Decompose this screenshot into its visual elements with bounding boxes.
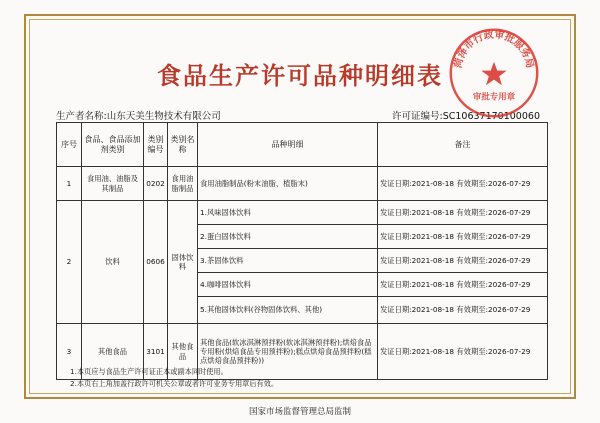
row-cat-no: 0202 <box>144 167 168 201</box>
producer-value: 山东天美生物技术有限公司 <box>106 111 221 122</box>
note-item: 1.本页应与食品生产许可证正本或副本同时使用。 <box>70 367 228 376</box>
table-row <box>57 201 548 225</box>
table-row <box>57 167 548 201</box>
row-category: 饮料 <box>82 201 144 324</box>
row-detail: 4.咖啡固体饮料 <box>198 273 378 297</box>
variety-table <box>56 122 548 380</box>
row-remark: 发证日期:2021-08-18 有效期至:2026-07-29 <box>378 225 548 249</box>
row-remark: 发证日期:2021-08-18 有效期至:2026-07-29 <box>378 324 548 380</box>
license-label: 许可证编号: <box>392 111 443 122</box>
notes <box>70 366 278 389</box>
table-header-row <box>57 123 548 167</box>
header-category: 食品、食品添加剂类别 <box>82 123 144 167</box>
note-item: 2.本页右上角加盖行政许可机关公章或者许可业务专用章后有效。 <box>70 378 279 388</box>
row-cat-name: 固体饮料 <box>168 201 198 324</box>
row-category: 其他食品 <box>82 324 144 380</box>
license-value: SC10637170100060 <box>442 111 540 122</box>
official-seal-stamp <box>447 26 541 120</box>
row-remark: 发证日期:2021-08-18 有效期至:2026-07-29 <box>378 201 548 225</box>
row-detail: 5.其他固体饮料(谷物固体饮料、其他) <box>198 297 378 324</box>
seal-center-text: 审批专用章 <box>472 91 516 102</box>
row-remark: 发证日期:2021-08-18 有效期至:2026-07-29 <box>378 249 548 273</box>
page-title: 食品生产许可品种明细表 <box>157 61 443 90</box>
row-no: 1 <box>57 167 82 201</box>
producer-label: 生产者名称: <box>56 111 107 122</box>
header-cat-name: 类别名称 <box>168 123 198 167</box>
header-no: 序号 <box>57 123 82 167</box>
row-remark: 发证日期:2021-08-18 有效期至:2026-07-29 <box>378 167 548 201</box>
footer-supervisor: 国家市场监督管理总局监制 <box>248 407 351 417</box>
row-cat-no: 3101 <box>144 324 168 380</box>
row-cat-name: 食用油脂制品 <box>168 167 198 201</box>
row-category: 食用油、油脂及其制品 <box>82 167 144 201</box>
row-detail: 食用油脂制品(粉末油脂、植脂末) <box>198 167 378 201</box>
producer-line <box>56 108 221 122</box>
seal-star-icon <box>481 62 506 86</box>
row-no: 3 <box>57 324 82 380</box>
row-remark: 发证日期:2021-08-18 有效期至:2026-07-29 <box>378 297 548 324</box>
row-no: 2 <box>57 201 82 324</box>
row-remark: 发证日期:2021-08-18 有效期至:2026-07-29 <box>378 273 548 297</box>
seal-arc-text: 菏泽市行政审批服务局 <box>453 29 535 70</box>
row-detail: 1.风味固体饮料 <box>198 201 378 225</box>
header-detail: 品种明细 <box>198 123 378 167</box>
header-cat-no: 类别编号 <box>144 123 168 167</box>
row-cat-name: 其他食品 <box>168 324 198 380</box>
header-remark: 备注 <box>378 123 548 167</box>
row-detail: 其他食品(软冰淇淋预拌粉(软冰淇淋预拌粉);烘焙食品专用粉(烘焙食品专用预拌粉);糕点烘焙食品预拌粉(糕点烘焙食品预拌粉)) <box>198 324 378 380</box>
row-detail: 3.茶固体饮料 <box>198 249 378 273</box>
row-cat-no: 0606 <box>144 201 168 324</box>
row-detail: 2.蛋白固体饮料 <box>198 225 378 249</box>
